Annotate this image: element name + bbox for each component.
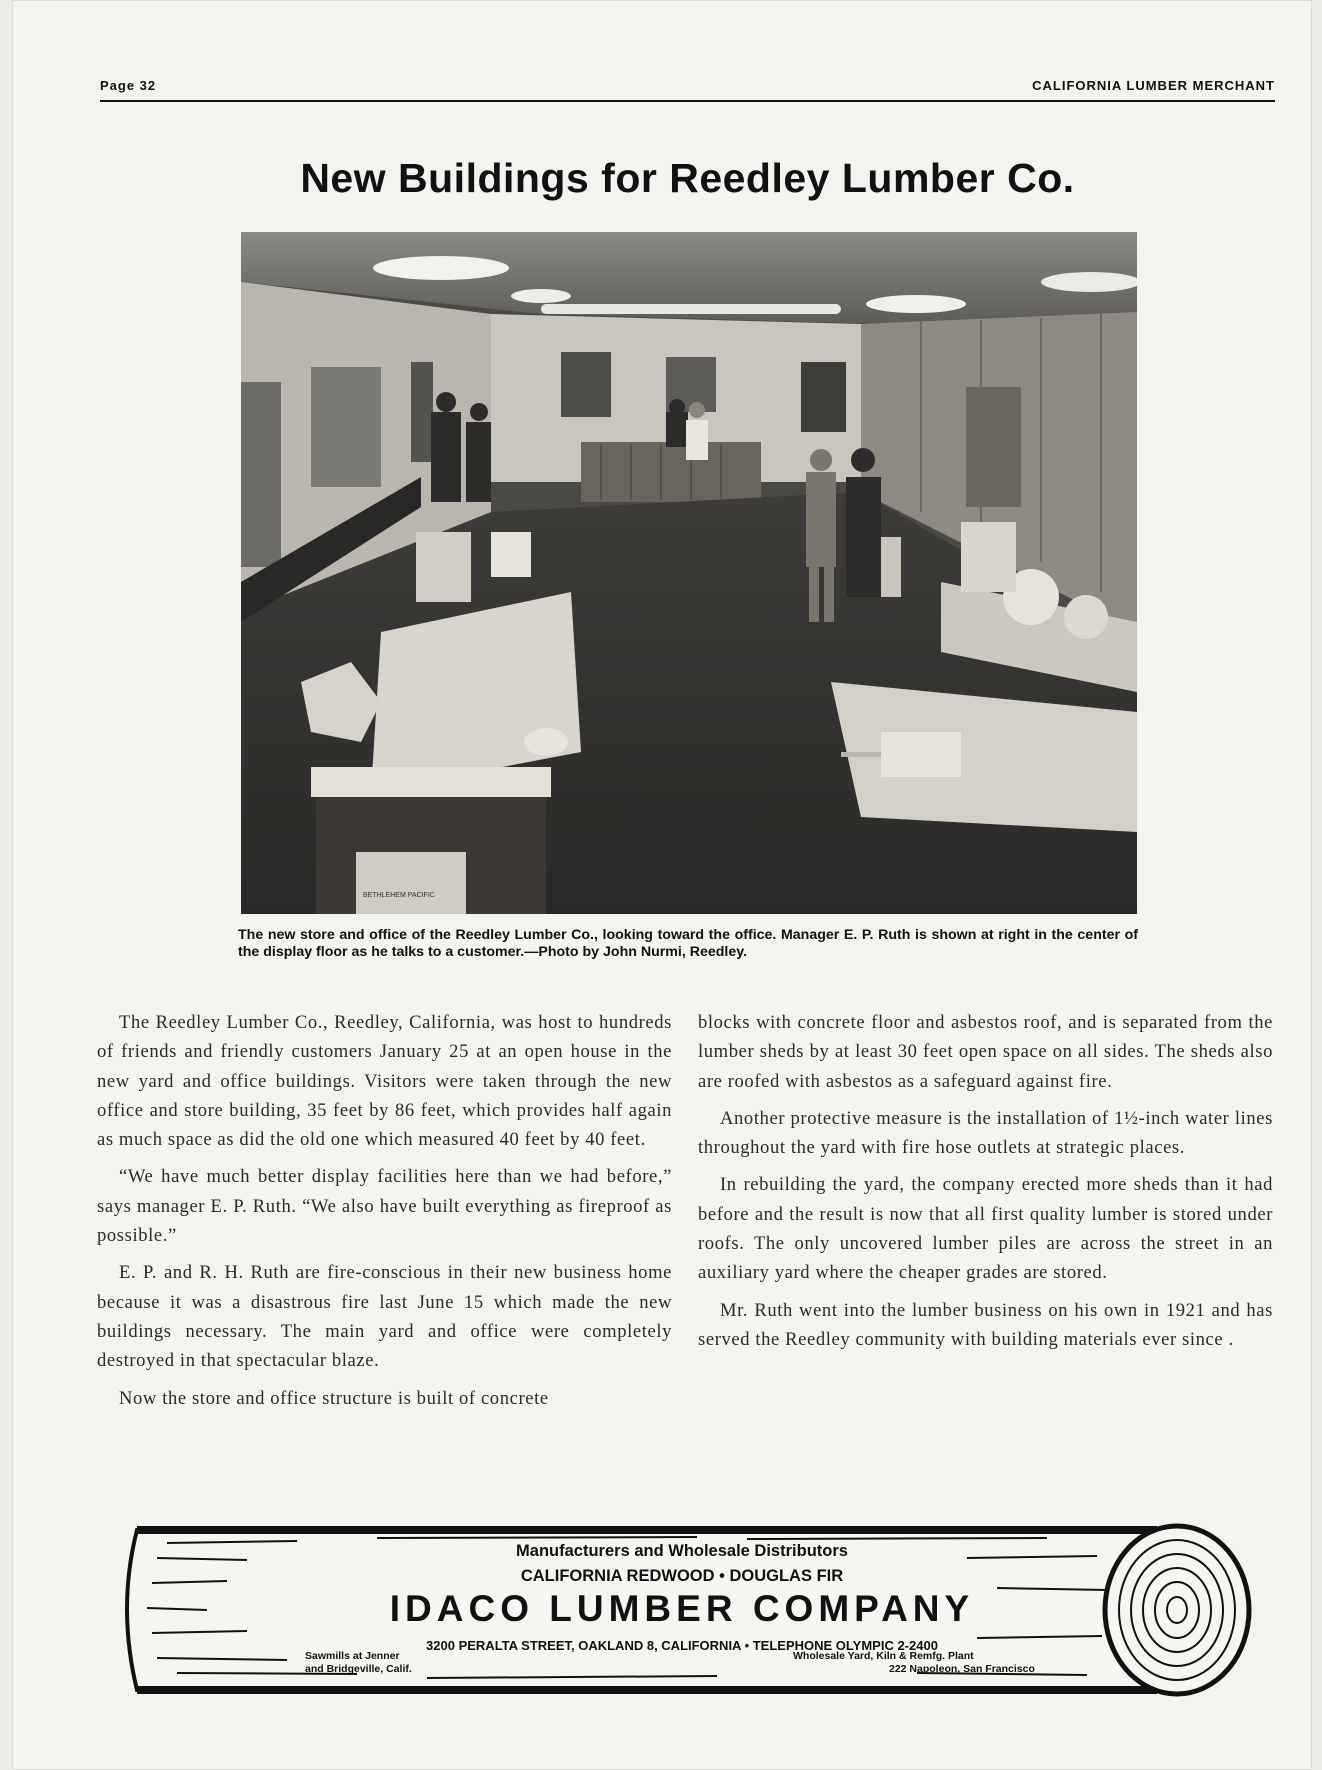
ad-sawmills-line: Sawmills at Jenner bbox=[305, 1650, 400, 1662]
ad-sawmills-line: and Bridgeville, Calif. bbox=[305, 1663, 412, 1675]
store-interior-photo bbox=[241, 232, 1137, 914]
article-paragraph: Another protective measure is the installation of 1½-inch water lines throughout the yard with fire hose outlets at strategic places. bbox=[698, 1107, 1273, 1159]
photo-caption: The new store and office of the Reedley Lumber Co., looking toward the office. Manager E. P. Ruth is shown at right in the center of the display floor as he talks to a customer.—Photo by John Nurmi, Reedley. bbox=[238, 927, 1138, 960]
article-paragraph: Mr. Ruth went into the lumber business on his own in 1921 and has served the Reedley community with building materials ever since . bbox=[698, 1299, 1273, 1350]
article-paragraph: The Reedley Lumber Co., Reedley, California, was host to hundreds of friends and friendly customers January 25 at an open house in the new yard and office buildings. Visitors were taken through the new office and store building, 35 feet by 86 feet, which provides half again as much space as did the old one which measured 40 feet by 40 feet. bbox=[97, 1012, 672, 1151]
ad-tagline: Manufacturers and Wholesale Distributors bbox=[516, 1542, 848, 1560]
article-paragraph: blocks with concrete floor and asbestos roof, and is separated from the lumber sheds by at least 30 feet open space on all sides. The sheds also are roofed with asbestos as a safeguard against fire. bbox=[698, 1012, 1273, 1092]
ad-sawmills bbox=[305, 1650, 412, 1676]
ad-yard-line: 222 Napoleon, San Francisco bbox=[889, 1663, 1035, 1675]
publication-name: CALIFORNIA LUMBER MERCHANT bbox=[1032, 78, 1275, 93]
header-rule bbox=[100, 100, 1275, 102]
photo-box-label: BETHLEHEM PACIFIC bbox=[363, 892, 435, 899]
article-title: New Buildings for Reedley Lumber Co. bbox=[300, 155, 1075, 201]
store-interior-illustration bbox=[241, 232, 1137, 914]
article-left-column bbox=[97, 1008, 672, 1421]
magazine-page bbox=[12, 0, 1312, 1770]
idaco-lumber-advertisement bbox=[97, 1508, 1267, 1708]
ad-wholesale-yard bbox=[793, 1650, 1035, 1676]
article-paragraph: “We have much better display facilities here than we had before,” says manager E. P. Ruth. “We also have built everything as fireproof as possible.” bbox=[97, 1166, 672, 1247]
article-paragraph: Now the store and office structure is built of concrete bbox=[119, 1387, 549, 1409]
ad-yard-line: Wholesale Yard, Kiln & Remfg. Plant bbox=[793, 1650, 974, 1662]
ad-address: 3200 PERALTA STREET, OAKLAND 8, CALIFORNIA • TELEPHONE OLYMPIC 2-2400 bbox=[426, 1638, 938, 1653]
article-right-column bbox=[698, 1008, 1273, 1362]
ad-products: CALIFORNIA REDWOOD • DOUGLAS FIR bbox=[520, 1567, 844, 1585]
article-paragraph: In rebuilding the yard, the company erected more sheds than it had before and the result is now that all first quality lumber is stored under roofs. The only uncovered lumber piles are across the street in an auxiliary yard where the cheaper grades are stored. bbox=[698, 1174, 1273, 1284]
ad-company-name: IDACO LUMBER COMPANY bbox=[389, 1588, 975, 1629]
page-number: Page 32 bbox=[100, 78, 157, 93]
article-paragraph: E. P. and R. H. Ruth are fire-conscious in their new business home because it was a disastrous fire last June 15 which made the new buildings necessary. The main yard and office were completely destroyed in that spectacular blaze. bbox=[97, 1262, 672, 1372]
